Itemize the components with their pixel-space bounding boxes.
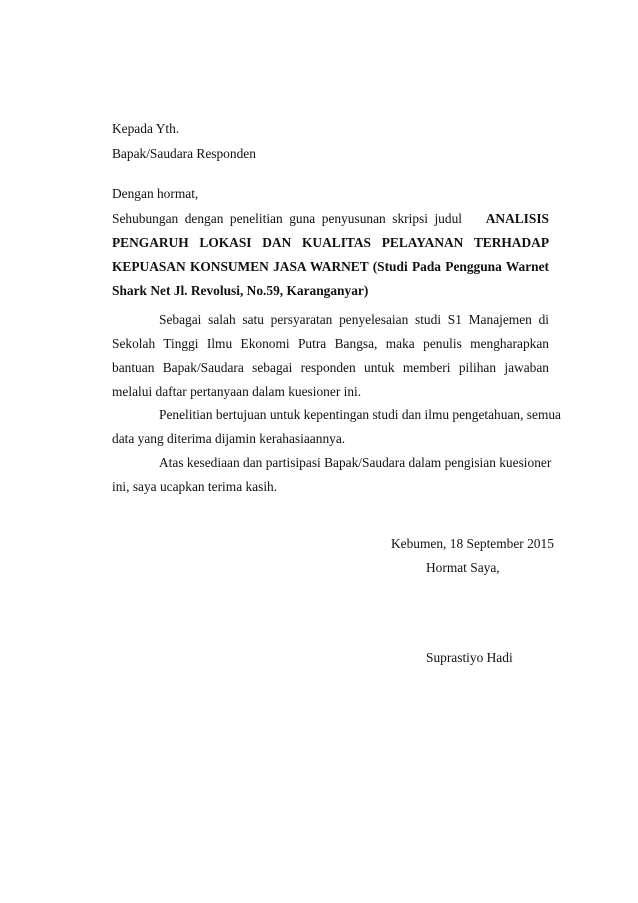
paragraph1-line-4: melalui daftar pertanyaan dalam kuesioner ini. [112, 384, 362, 399]
paragraph3-line-1: Atas kesediaan dan partisipasi Bapak/Saudara dalam pengisian kuesioner [159, 455, 552, 470]
paragraph2-line-2: data yang diterima dijamin kerahasiaannya. [112, 431, 346, 446]
paragraph3-line-2: ini, saya ucapkan terima kasih. [112, 479, 278, 494]
paragraph1-line-3: bantuan Bapak/Saudara sebagai responden untuk memberi pilihan jawaban [112, 360, 549, 375]
title-line-3: Shark Net Jl. Revolusi, No.59, Karanganyar) [112, 283, 369, 298]
signer-name: Suprastiyo Hadi [426, 650, 513, 665]
paragraph2-line-1: Penelitian bertujuan untuk kepentingan studi dan ilmu pengetahuan, semua [159, 407, 561, 422]
place-date: Kebumen, 18 September 2015 [391, 536, 554, 551]
salutation: Dengan hormat, [112, 186, 199, 201]
title-line-2: KEPUASAN KONSUMEN JASA WARNET (Studi Pada Pengguna Warnet [112, 259, 549, 274]
title-line-1: PENGARUH LOKASI DAN KUALITAS PELAYANAN TERHADAP [112, 235, 549, 250]
recipient-line-2: Bapak/Saudara Responden [112, 146, 256, 161]
title-word-analisis: ANALISIS [485, 211, 549, 226]
paragraph1-line-2: Sekolah Tinggi Ilmu Ekonomi Putra Bangsa, maka penulis mengharapkan [112, 336, 549, 351]
closing: Hormat Saya, [426, 560, 500, 575]
intro-line: Sehubungan dengan penelitian guna penyusunan skripsi judul [112, 211, 462, 226]
recipient-line-1: Kepada Yth. [112, 121, 180, 136]
paragraph1-line-1: Sebagai salah satu persyaratan penyelesaian studi S1 Manajemen di [159, 312, 549, 327]
